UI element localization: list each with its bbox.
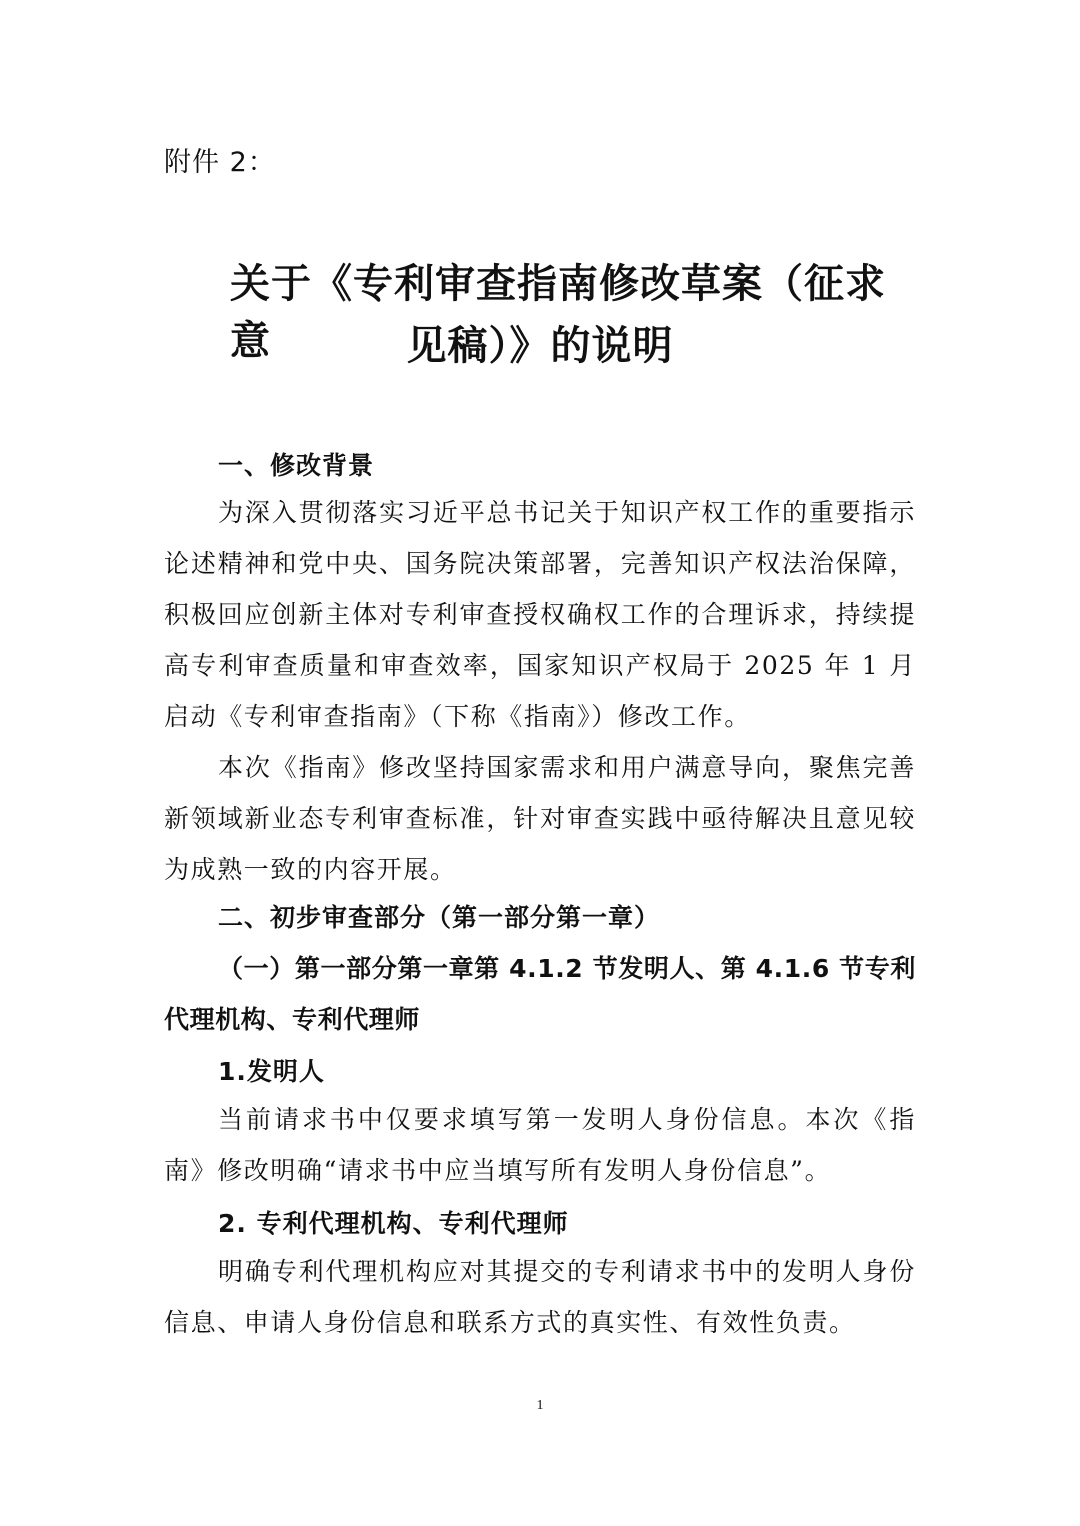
item-2-heading: 2. 专利代理机构、专利代理师 [218, 1209, 569, 1238]
document-title-line-2: 见稿）》的说明 [406, 323, 674, 369]
section-1-heading: 一、修改背景 [218, 451, 375, 480]
section-2-heading: 二、初步审查部分（第一部分第一章） [218, 903, 661, 932]
attachment-label: 附件 2： [164, 147, 276, 178]
page-number: 1 [536, 1398, 544, 1413]
document-title-line-1: 关于《专利审查指南修改草案（征求意 [230, 261, 886, 364]
item-2-paragraph: 明确专利代理机构应对其提交的专利请求书中的发明人身份信息、申请人身份信息和联系方式的真实性、有效性负责。 [164, 1257, 916, 1337]
item-1-paragraph: 当前请求书中仅要求填写第一发明人身份信息。本次《指南》修改明确“请求书中应当填写所有发明人身份信息”。 [164, 1105, 916, 1185]
section-1-paragraph-2: 本次《指南》修改坚持国家需求和用户满意导向，聚焦完善新领域新业态专利审查标准，针对审查实践中亟待解决且意见较为成熟一致的内容开展。 [164, 753, 916, 884]
section-1-paragraph-1: 为深入贯彻落实习近平总书记关于知识产权工作的重要指示论述精神和党中央、国务院决策部署，完善知识产权法治保障，积极回应创新主体对专利审查授权确权工作的合理诉求，持续提高专利审查质量和审查效率，国家知识产权局于 2025 年 1 月启动《专利审查指南》（下称《指南》）修改工作。 [164, 498, 916, 731]
section-2-subheading-1: （一）第一部分第一章第 4.1.2 节发明人、第 4.1.6 节专利代理机构、专利代理师 [164, 954, 916, 1034]
item-1-heading: 1.发明人 [218, 1057, 325, 1086]
